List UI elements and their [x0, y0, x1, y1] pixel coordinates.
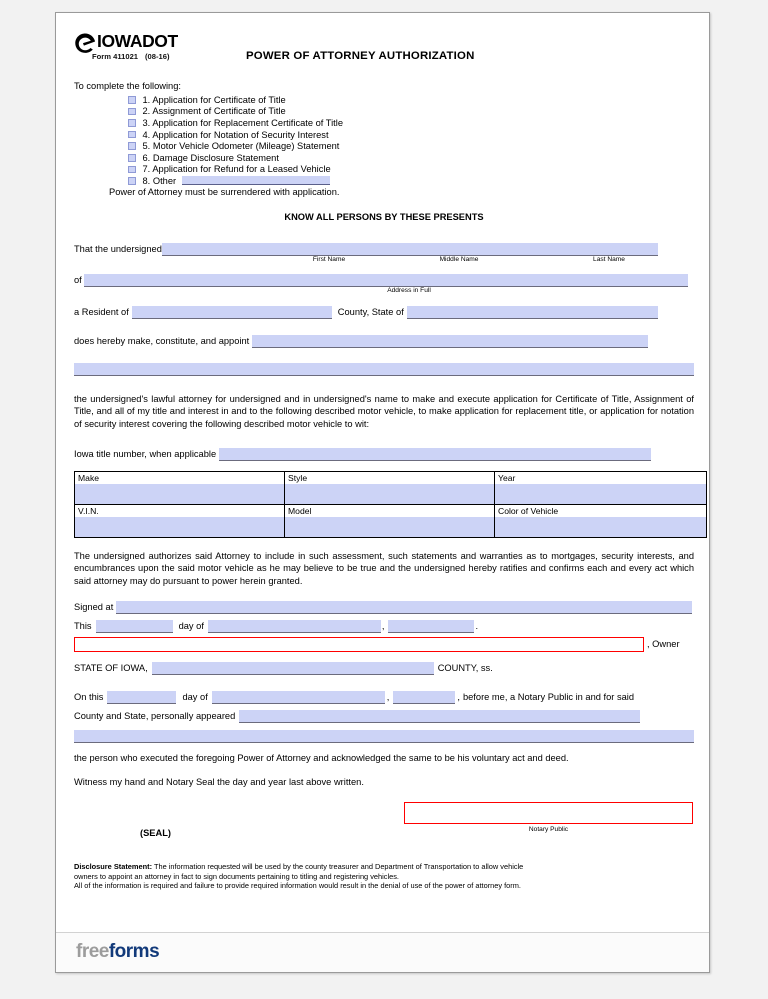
table-row: [75, 471, 707, 504]
notary-signature-input[interactable]: [404, 802, 693, 824]
checklist-item-label: 8. Other: [142, 175, 177, 186]
date-period: .: [475, 621, 479, 632]
county-state-label: County, State of: [337, 306, 404, 317]
personally-appeared-row: [74, 705, 694, 723]
address-input[interactable]: [84, 274, 688, 287]
caption-first-name: First Name: [312, 255, 346, 263]
authorization-paragraph: The undersigned authorizes said Attorney to include in such assessment, such statements and warranties as to mortgages, security interests, and encumbrances upon the said motor vehicle as he may believe to be true and the undersigned hereby ratifies and confirms each and every act which said attorney may do pursuant to power herein granted.: [74, 550, 694, 586]
notary-month-input[interactable]: [212, 691, 385, 704]
checkbox-1[interactable]: [128, 96, 136, 104]
checkbox-7[interactable]: [128, 166, 136, 174]
checklist-item-label: 5. Motor Vehicle Odometer (Mileage) Statement: [142, 141, 340, 152]
undersigned-name-input[interactable]: [162, 243, 658, 256]
day-of-label: day of: [178, 621, 204, 632]
notary-day-of-label: day of: [182, 692, 208, 703]
before-me-label: before me, a Notary Public in and for said: [462, 692, 635, 703]
signed-at-input[interactable]: [116, 601, 692, 614]
checklist-item-8[interactable]: [74, 175, 694, 187]
checklist-item-label: 2. Assignment of Certificate of Title: [142, 106, 286, 117]
undersigned-name-row: [74, 238, 694, 256]
appoint-label: does hereby make, constitute, and appoint: [74, 335, 250, 346]
form-revision: (08-16): [145, 52, 170, 61]
personally-appeared-row-2: [74, 725, 694, 743]
appoint-row: [74, 330, 694, 348]
signed-at-label: Signed at: [74, 602, 114, 613]
this-label: This: [74, 621, 92, 632]
address-caption-row: [74, 287, 694, 296]
checkbox-3[interactable]: [128, 119, 136, 127]
checkbox-4[interactable]: [128, 131, 136, 139]
brand-free: free: [76, 941, 109, 962]
disclosure-statement: [74, 862, 694, 890]
resident-label: a Resident of: [74, 306, 129, 317]
form-header: [74, 31, 694, 73]
title-number-input[interactable]: [219, 448, 651, 461]
appeared-person-input[interactable]: [239, 710, 640, 723]
resident-row: [74, 301, 694, 319]
appoint-row-2: [74, 358, 694, 376]
checklist-item-7[interactable]: [74, 164, 694, 176]
caption-address: Address in Full: [387, 286, 431, 294]
checklist: [74, 94, 694, 187]
brand-forms: forms: [108, 941, 160, 962]
checkbox-5[interactable]: [128, 142, 136, 150]
other-description-input[interactable]: [182, 176, 330, 185]
checklist-item-2[interactable]: [74, 106, 694, 118]
title-number-row: [74, 443, 694, 461]
state-input[interactable]: [407, 306, 658, 319]
column-header-color: Color of Vehicle: [495, 505, 706, 517]
cell-make[interactable]: [75, 471, 285, 504]
state-county-row: [74, 657, 694, 675]
table-row: [75, 504, 707, 537]
notary-public-caption: Notary Public: [528, 826, 569, 834]
column-header-year: Year: [495, 472, 706, 484]
form-number: [92, 52, 170, 61]
surrender-note: Power of Attorney must be surrendered with application.: [109, 186, 340, 197]
year-input[interactable]: [388, 620, 474, 633]
checklist-item-label: 6. Damage Disclosure Statement: [142, 152, 279, 163]
address-row: [74, 269, 694, 287]
vehicle-table: [74, 471, 707, 538]
appointee-input-line2[interactable]: [74, 363, 694, 376]
undersigned-label: That the undersigned: [74, 243, 162, 254]
notary-year-input[interactable]: [393, 691, 455, 704]
name-captions: [74, 256, 694, 265]
checklist-item-6[interactable]: [74, 152, 694, 164]
county-state-appeared-label: County and State, personally appeared: [74, 711, 236, 722]
cell-vin[interactable]: [75, 504, 285, 537]
form-sheet: [56, 13, 709, 935]
disclosure-line-3: All of the information is required and failure to provide required information would result in the denial of use of the power of attorney form.: [74, 881, 521, 890]
caption-middle-name: Middle Name: [439, 255, 479, 263]
owner-signature-row: [74, 636, 694, 654]
column-header-make: Make: [75, 472, 284, 484]
checklist-item-label: 3. Application for Replacement Certificate of Title: [142, 117, 344, 128]
notary-comma-2: ,: [457, 692, 460, 703]
agency-logo-text: IOWADOT: [97, 31, 178, 51]
checklist-item-3[interactable]: [74, 117, 694, 129]
freeforms-logo[interactable]: [76, 941, 159, 963]
checklist-item-label: 4. Application for Notation of Security Interest: [142, 129, 329, 140]
appeared-person-input-line2[interactable]: [74, 730, 694, 743]
of-label: of: [74, 274, 82, 285]
presents-heading: KNOW ALL PERSONS BY THESE PRESENTS: [284, 211, 484, 222]
disclosure-line-1: The information requested will be used by the county treasurer and Department of Transportation to allow vehicle: [152, 862, 524, 872]
body-paragraph: the undersigned's lawful attorney for undersigned and in undersigned's name to make and execute application for Certificate of Title, Assignment of Title, and all of my title and interest in and to the following described motor vehicle, to make application for replacement title, or application for notation of security interest covering the following described motor vehicle to wit:: [74, 393, 694, 429]
date-row: [74, 615, 694, 633]
county-ss-label: COUNTY, ss.: [437, 663, 493, 674]
date-comma: ,: [381, 621, 385, 632]
page-title: POWER OF ATTORNEY AUTHORIZATION: [246, 50, 475, 62]
notary-date-row: [74, 686, 694, 704]
checkbox-2[interactable]: [128, 108, 136, 116]
cell-year[interactable]: [495, 471, 707, 504]
checklist-intro: To complete the following:: [74, 81, 181, 91]
acknowledgement-text: the person who executed the foregoing Power of Attorney and acknowledged the same to be his voluntary act and deed.: [74, 753, 569, 764]
notary-day-input[interactable]: [107, 691, 176, 704]
iowa-dot-swoosh-icon: [74, 32, 96, 54]
seal-label: (SEAL): [140, 828, 171, 839]
document-page: [55, 12, 710, 973]
title-number-label: Iowa title number, when applicable: [74, 448, 217, 459]
appointee-input[interactable]: [252, 335, 648, 348]
form-number-value: Form 411021: [92, 52, 139, 61]
checklist-item-label: 7. Application for Refund for a Leased Vehicle: [142, 164, 331, 175]
agency-logo: [74, 31, 178, 54]
on-this-label: On this: [74, 692, 104, 703]
cell-style[interactable]: [285, 471, 495, 504]
page-footer: [56, 932, 709, 972]
column-header-style: Style: [285, 472, 494, 484]
cell-model[interactable]: [285, 504, 495, 537]
caption-last-name: Last Name: [593, 255, 625, 263]
disclosure-label: Disclosure Statement:: [74, 862, 153, 872]
notary-comma-1: ,: [386, 692, 390, 703]
owner-signature-input[interactable]: [74, 637, 644, 652]
checklist-item-label: 1. Application for Certificate of Title: [142, 94, 286, 105]
column-header-model: Model: [285, 505, 494, 517]
month-input[interactable]: [208, 620, 381, 633]
signed-at-row: [74, 596, 694, 614]
disclosure-line-2: owners to appoint an attorney in fact to sign documents pertaining to titling and registering vehicles.: [74, 871, 399, 881]
column-header-vin: V.I.N.: [75, 505, 284, 517]
notary-county-input[interactable]: [152, 662, 434, 675]
county-input[interactable]: [132, 306, 332, 319]
day-input[interactable]: [96, 620, 173, 633]
checklist-item-1[interactable]: [74, 94, 694, 106]
cell-color[interactable]: [495, 504, 707, 537]
checkbox-6[interactable]: [128, 154, 136, 162]
owner-label: , Owner: [647, 639, 680, 650]
state-of-iowa-label: STATE OF IOWA,: [74, 663, 148, 674]
witness-text: Witness my hand and Notary Seal the day and year last above written.: [74, 777, 364, 788]
checklist-item-5[interactable]: [74, 140, 694, 152]
checklist-item-4[interactable]: [74, 129, 694, 141]
checkbox-8[interactable]: [128, 177, 136, 185]
seal-signature-area: [74, 802, 694, 846]
